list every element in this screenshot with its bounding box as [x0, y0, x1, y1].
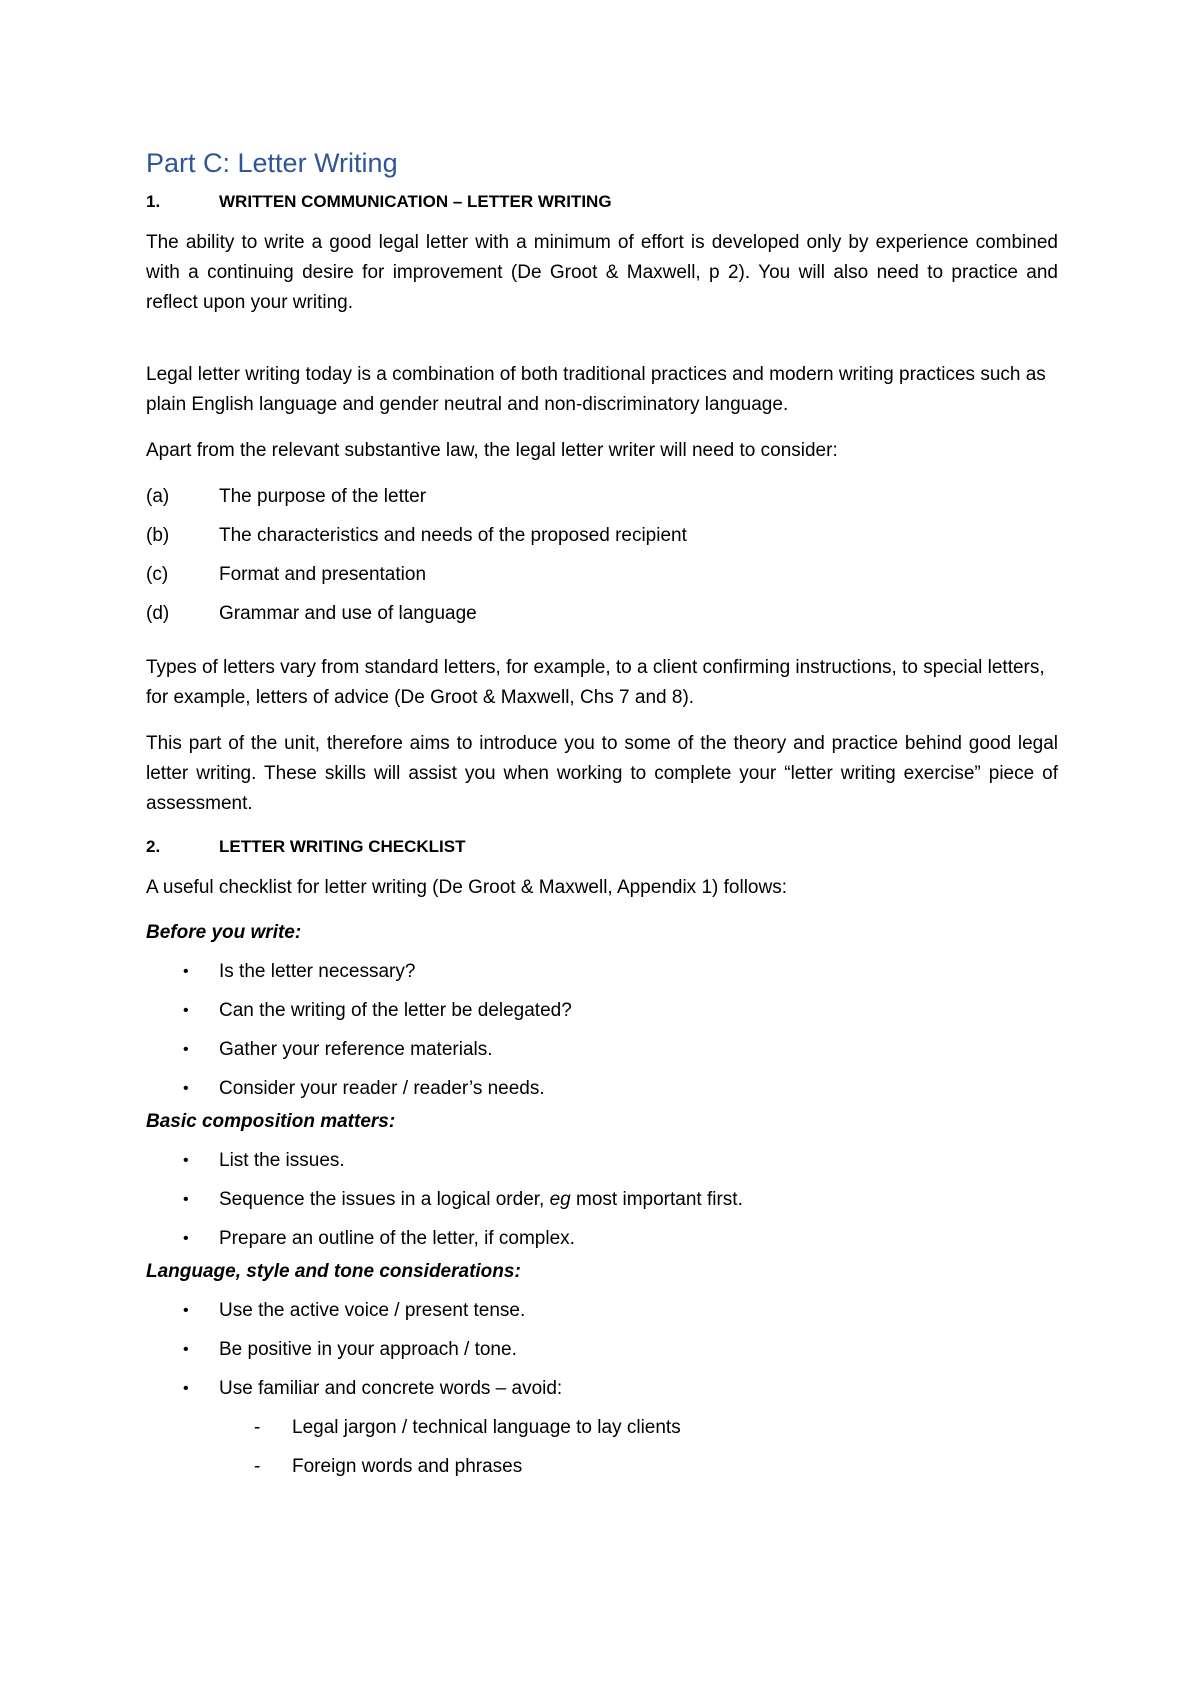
bullet-icon: • [183, 1380, 189, 1397]
list-item-emphasis: eg [549, 1189, 571, 1210]
list-item-text: Be positive in your approach / tone. [219, 1339, 517, 1360]
list-item [146, 599, 1058, 629]
list-item [146, 560, 1058, 590]
language-list [146, 1296, 1058, 1404]
page-title: Part C: Letter Writing [146, 148, 398, 178]
list-item [146, 1224, 1058, 1254]
paragraph-gap [146, 334, 1058, 360]
considerations-list [146, 482, 1058, 629]
list-item [146, 1335, 1058, 1365]
section-1-heading [146, 190, 1058, 214]
list-item [146, 482, 1058, 512]
list-item-label: (a) [146, 486, 170, 507]
list-item-text: The purpose of the letter [219, 486, 427, 507]
bullet-icon: • [183, 1302, 189, 1319]
paragraph-apart-from: Apart from the relevant substantive law, the legal letter writer will need to consider: [146, 440, 838, 461]
document-content [146, 146, 1058, 1491]
bullet-icon: • [183, 1191, 189, 1208]
bullet-icon: • [183, 1230, 189, 1247]
list-item-text: Consider your reader / reader’s needs. [219, 1078, 545, 1099]
subheading-language-style-tone: Language, style and tone considerations: [146, 1261, 521, 1282]
paragraph-checklist-intro: A useful checklist for letter writing (De Groot & Maxwell, Appendix 1) follows: [146, 877, 787, 898]
section-2-heading [146, 835, 1058, 859]
subheading-basic-composition: Basic composition matters: [146, 1111, 396, 1132]
section-2-number: 2. [146, 837, 161, 856]
paragraph-ability: The ability to write a good legal letter with a minimum of effort is developed only by experience combined with a continuing desire for improvement (De Groot & Maxwell, p 2). You will also need to practice and reflect upon your writing. [146, 232, 1058, 313]
list-item-text [219, 1185, 743, 1215]
bullet-icon: • [183, 1152, 189, 1169]
list-item-text: List the issues. [219, 1150, 345, 1171]
list-item-text-part: most important first. [570, 1189, 743, 1210]
composition-list [146, 1146, 1058, 1254]
dash-icon: - [254, 1456, 261, 1477]
list-item-text: Foreign words and phrases [292, 1456, 523, 1477]
list-item-label: (c) [146, 564, 169, 585]
section-1-number: 1. [146, 192, 161, 211]
list-item-text: Legal jargon / technical language to lay clients [292, 1417, 681, 1438]
bullet-icon: • [183, 1080, 189, 1097]
section-1-heading-text: WRITTEN COMMUNICATION – LETTER WRITING [219, 192, 612, 211]
list-item [146, 1413, 1058, 1443]
list-item-text: The characteristics and needs of the proposed recipient [219, 525, 687, 546]
list-item [146, 1296, 1058, 1326]
paragraph-types-of-letters: Types of letters vary from standard letters, for example, to a client confirming instructions, to special letters, for example, letters of advice (De Groot & Maxwell, Chs 7 and 8). [146, 657, 1045, 708]
bullet-icon: • [183, 1341, 189, 1358]
list-item-text: Use the active voice / present tense. [219, 1300, 526, 1321]
list-item [146, 1074, 1058, 1104]
list-item-label: (d) [146, 603, 170, 624]
before-you-write-list [146, 957, 1058, 1104]
list-item [146, 1146, 1058, 1176]
list-item [146, 1374, 1058, 1404]
list-item-text: Format and presentation [219, 564, 427, 585]
list-item [146, 1035, 1058, 1065]
list-item-text: Grammar and use of language [219, 603, 477, 624]
subheading-before-you-write: Before you write: [146, 922, 302, 943]
bullet-icon: • [183, 1002, 189, 1019]
avoid-list [146, 1413, 1058, 1482]
list-item-text: Use familiar and concrete words – avoid: [219, 1378, 563, 1399]
list-item-text: Prepare an outline of the letter, if complex. [219, 1228, 575, 1249]
bullet-icon: • [183, 963, 189, 980]
list-item [146, 521, 1058, 551]
list-item [146, 957, 1058, 987]
list-item-text: Can the writing of the letter be delegated? [219, 1000, 572, 1021]
bullet-icon: • [183, 1041, 189, 1058]
list-item [146, 1185, 1058, 1215]
list-item-text: Is the letter necessary? [219, 961, 416, 982]
dash-icon: - [254, 1417, 261, 1438]
list-item-text-part: Sequence the issues in a logical order, [219, 1189, 550, 1210]
list-item-label: (b) [146, 525, 170, 546]
paragraph-this-part: This part of the unit, therefore aims to introduce you to some of the theory and practice behind good legal letter writing. These skills will assist you when working to complete your “letter writing exercise” piece of assessment. [146, 733, 1058, 814]
list-item [146, 996, 1058, 1026]
paragraph-legal-writing-today: Legal letter writing today is a combination of both traditional practices and modern writing practices such as plain English language and gender neutral and non-discriminatory language. [146, 364, 1046, 415]
list-item [146, 1452, 1058, 1482]
list-item-text: Gather your reference materials. [219, 1039, 493, 1060]
section-2-heading-text: LETTER WRITING CHECKLIST [219, 837, 466, 856]
